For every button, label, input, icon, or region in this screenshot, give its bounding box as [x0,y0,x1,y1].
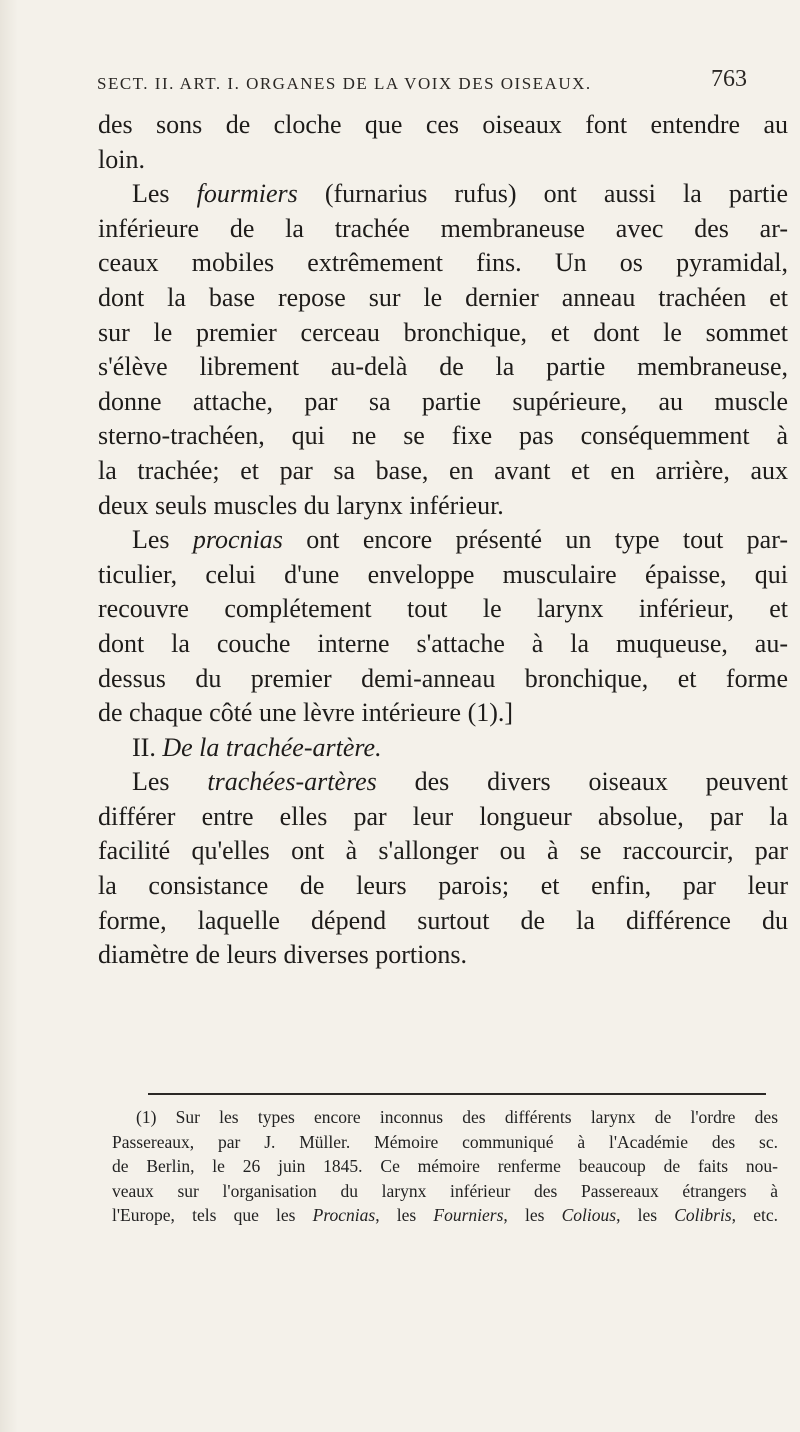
running-head [97,66,777,94]
text-fragment: Les [132,767,208,797]
text-line: des sons de cloche que ces oiseaux font entendre au [98,110,788,139]
text-line: la consistance de leurs parois; et enfin, par leur [98,871,788,901]
text-fragment: Les [132,179,197,209]
italic-term: procnias [192,525,283,555]
footnote-divider [148,1093,766,1095]
text-fragment: ont encore présenté un type tout par- [282,525,788,555]
italic-term: trachées-artères [207,767,377,797]
section-heading [98,731,788,766]
text-fragment: , les [375,1205,434,1226]
page-number: 763 [711,66,747,92]
text-fragment: , les [503,1205,562,1226]
text-fragment: , les [616,1205,675,1226]
italic-term: Procnias [312,1205,376,1226]
body-text [98,108,788,973]
italic-term: Fourniers [433,1205,504,1226]
footnote-line: Passereaux, par J. Müller. Mémoire communiqué à l'Académie des sc. [112,1131,778,1152]
text-line: s'élève librement au-delà de la partie membraneuse, [98,352,788,382]
text-line: sur le premier cerceau bronchique, et dont le sommet [98,317,788,347]
footnote-line: de Berlin, le 26 juin 1845. Ce mémoire renferme beaucoup de faits nou- [112,1156,778,1177]
footnote-line [112,1203,778,1228]
section-numeral: II. [132,732,163,762]
italic-term: fourmiers [196,179,298,209]
page-gutter-shadow [0,0,18,1432]
text-line: de chaque côté une lèvre intérieure (1).] [98,698,514,728]
running-head-text: SECT. II. ART. I. ORGANES DE LA VOIX DES OISEAUX. [97,74,592,93]
text-line: la trachée; et par sa base, en avant et en arrière, aux [98,455,788,485]
text-line: donne attache, par sa partie supérieure, au muscle [98,386,788,416]
footnote-line: veaux sur l'organisation du larynx inférieur des Passereaux étrangers à [112,1180,778,1201]
text-line: inférieure de la trachée membraneuse avec des ar- [98,213,788,243]
text-line: forme, laquelle dépend surtout de la différence du [98,905,788,935]
text-line: recouvre complétement tout le larynx inférieur, et [98,594,788,624]
text-fragment: Les [132,525,193,555]
text-line: dessus du premier demi-anneau bronchique, et forme [98,663,788,693]
text-fragment: des divers oiseaux peuvent [376,767,788,797]
text-line: sterno-trachéen, qui ne se fixe pas conséquemment à [98,421,788,451]
italic-term: Colibris [674,1205,732,1226]
text-fragment: , etc. [731,1205,778,1226]
section-title: De la trachée-artère. [162,732,382,762]
text-line: diamètre de leurs diverses portions. [98,940,467,970]
text-line [98,765,788,800]
text-line: ceaux mobiles extrêmement fins. Un os pyramidal, [98,248,788,278]
text-line: facilité qu'elles ont à s'allonger ou à se raccourcir, par [98,836,788,866]
text-line: deux seuls muscles du larynx inférieur. [98,490,504,520]
text-line: différer entre elles par leur longueur absolue, par la [98,801,788,831]
text-line: loin. [98,144,145,174]
text-fragment: l'Europe, tels que les [112,1205,313,1226]
text-line: dont la couche interne s'attache à la muqueuse, au- [98,628,788,658]
footnote [112,1105,778,1228]
text-line: ticulier, celui d'une enveloppe musculaire épaisse, qui [98,559,788,589]
footnote-line: (1) Sur les types encore inconnus des différents larynx de l'ordre des [136,1107,778,1127]
text-line: dont la base repose sur le dernier anneau trachéen et [98,282,788,312]
text-line [98,523,788,558]
text-fragment: (furnarius rufus) ont aussi la partie [297,179,788,209]
italic-term: Colious [561,1205,617,1226]
text-line [98,177,788,212]
